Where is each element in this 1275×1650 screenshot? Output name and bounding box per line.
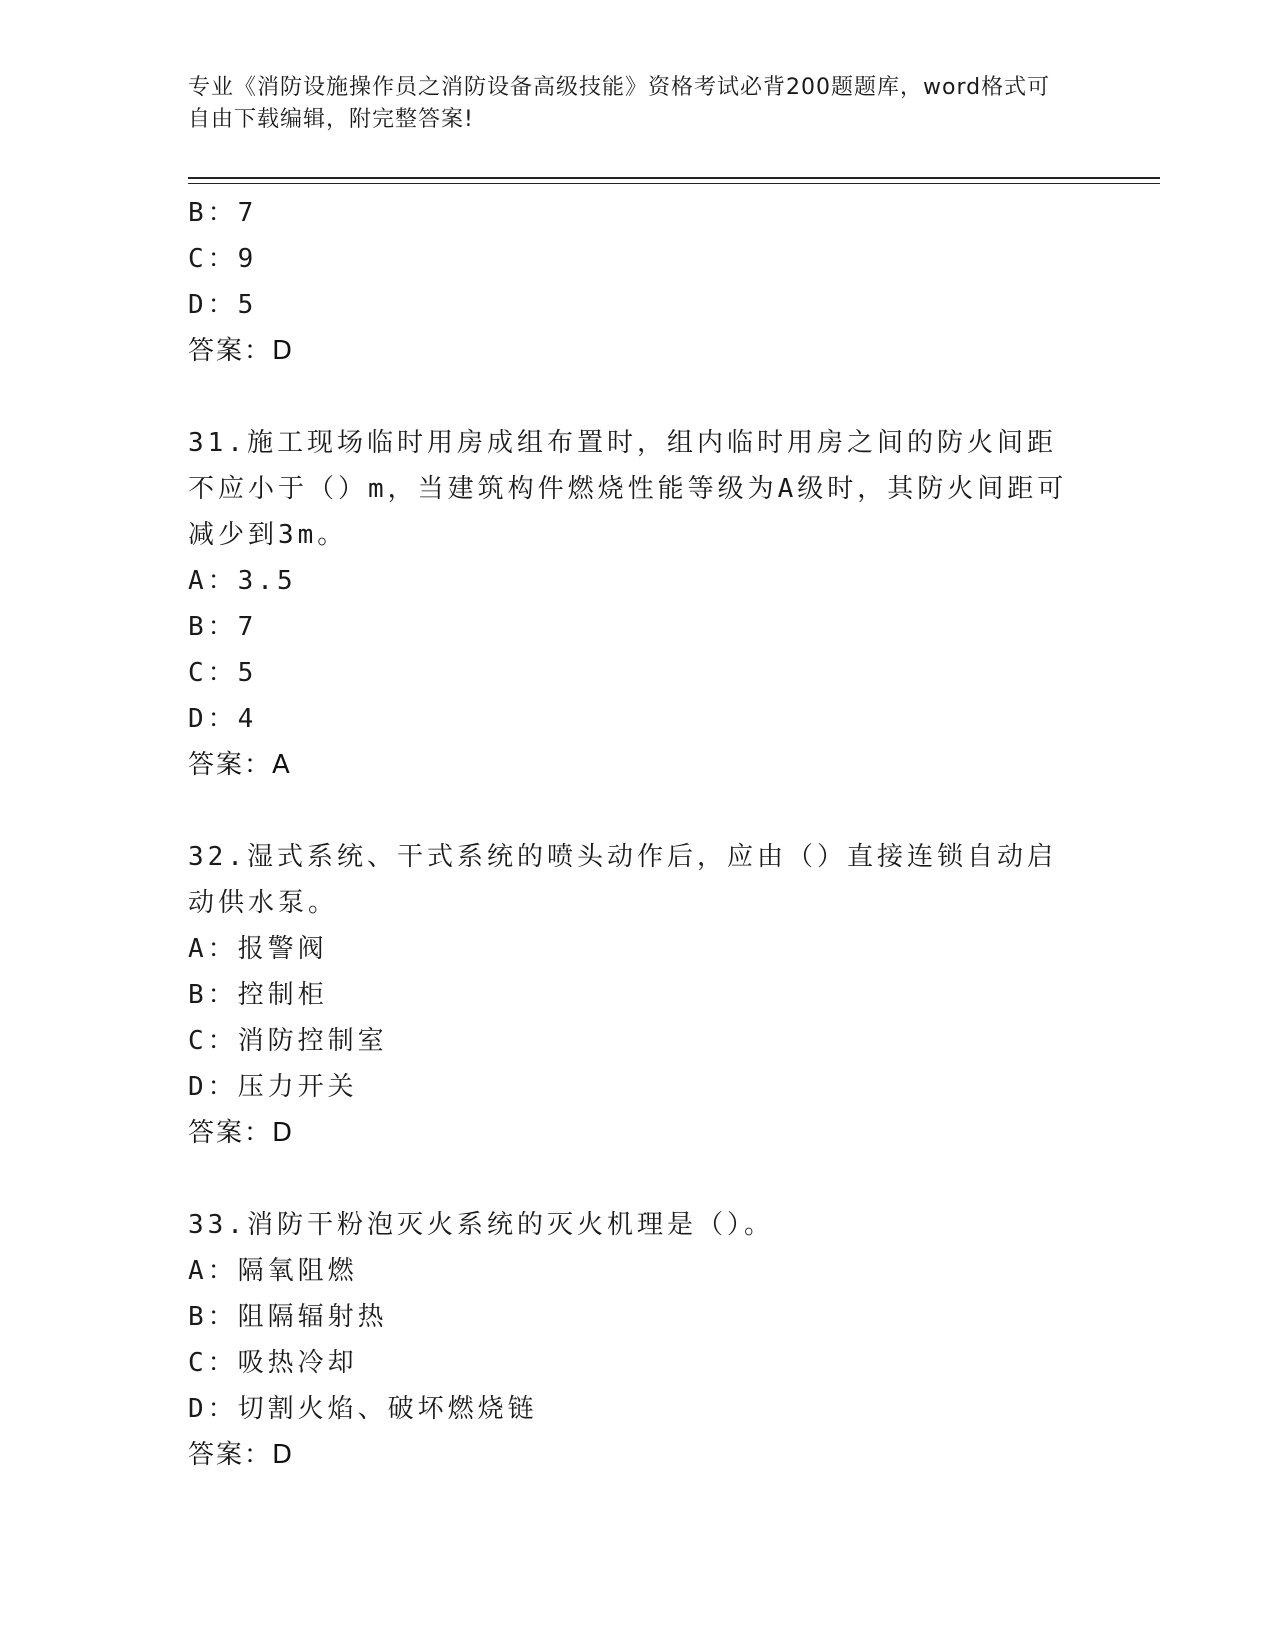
question-32 <box>188 834 1088 1156</box>
option-text: 7 <box>237 198 258 228</box>
answer-line: 答案：D <box>188 336 295 366</box>
option-label: B： <box>188 198 238 228</box>
option-label: D： <box>188 1072 238 1102</box>
option-text: 吸热冷却 <box>237 1348 358 1378</box>
header-divider-thick <box>188 177 1160 179</box>
option-d <box>188 1064 1088 1110</box>
option-label: C： <box>188 1348 238 1378</box>
option-text: 隔氧阻燃 <box>237 1256 358 1286</box>
option-label: A： <box>188 934 238 964</box>
option-c <box>188 236 1088 282</box>
option-text: 切割火焰、破坏燃烧链 <box>237 1394 538 1424</box>
header-divider-thin <box>188 183 1160 184</box>
option-c <box>188 1018 1088 1064</box>
option-d <box>188 1386 1088 1432</box>
spacer <box>188 1156 1088 1202</box>
option-b <box>188 604 1088 650</box>
option-label: D： <box>188 290 238 320</box>
option-c <box>188 1340 1088 1386</box>
question-stem: 31.施工现场临时用房成组布置时，组内临时用房之间的防火间距不应小于（）m，当建筑构件燃烧性能等级为A级时，其防火间距可减少到3m。 <box>188 428 1068 550</box>
option-text: 3.5 <box>237 566 297 596</box>
option-text: 5 <box>237 658 258 688</box>
option-label: C： <box>188 1026 238 1056</box>
answer-line: 答案：D <box>188 1118 295 1148</box>
question-31 <box>188 420 1088 788</box>
option-text: 9 <box>237 244 258 274</box>
spacer <box>188 374 1088 420</box>
answer-line: 答案：D <box>188 1440 295 1470</box>
option-label: D： <box>188 1394 238 1424</box>
option-text: 报警阀 <box>237 934 328 964</box>
document-header: 专业《消防设施操作员之消防设备高级技能》资格考试必背200题题库，word格式可自由下载编辑，附完整答案! <box>188 75 1051 132</box>
spacer <box>188 788 1088 834</box>
option-b <box>188 972 1088 1018</box>
option-b <box>188 190 1088 236</box>
option-text: 4 <box>237 704 258 734</box>
question-stem: 32.湿式系统、干式系统的喷头动作后，应由（）直接连锁自动启动供水泵。 <box>188 842 1057 918</box>
question-stem: 33.消防干粉泡灭火系统的灭火机理是（）。 <box>188 1210 774 1240</box>
question-30-continued <box>188 190 1088 374</box>
option-c <box>188 650 1088 696</box>
answer-line: 答案：A <box>188 750 292 780</box>
option-d <box>188 696 1088 742</box>
option-label: C： <box>188 244 238 274</box>
option-text: 消防控制室 <box>237 1026 388 1056</box>
option-label: B： <box>188 612 238 642</box>
option-text: 压力开关 <box>237 1072 358 1102</box>
option-label: C： <box>188 658 238 688</box>
option-label: B： <box>188 980 238 1010</box>
question-33 <box>188 1202 1088 1478</box>
option-label: A： <box>188 1256 238 1286</box>
question-list <box>188 190 1088 1478</box>
option-text: 阻隔辐射热 <box>237 1302 388 1332</box>
option-b <box>188 1294 1088 1340</box>
option-a <box>188 1248 1088 1294</box>
option-label: D： <box>188 704 238 734</box>
option-text: 控制柜 <box>237 980 328 1010</box>
option-a <box>188 558 1088 604</box>
option-label: B： <box>188 1302 238 1332</box>
option-a <box>188 926 1088 972</box>
option-d <box>188 282 1088 328</box>
option-text: 5 <box>237 290 258 320</box>
option-label: A： <box>188 566 238 596</box>
option-text: 7 <box>237 612 258 642</box>
